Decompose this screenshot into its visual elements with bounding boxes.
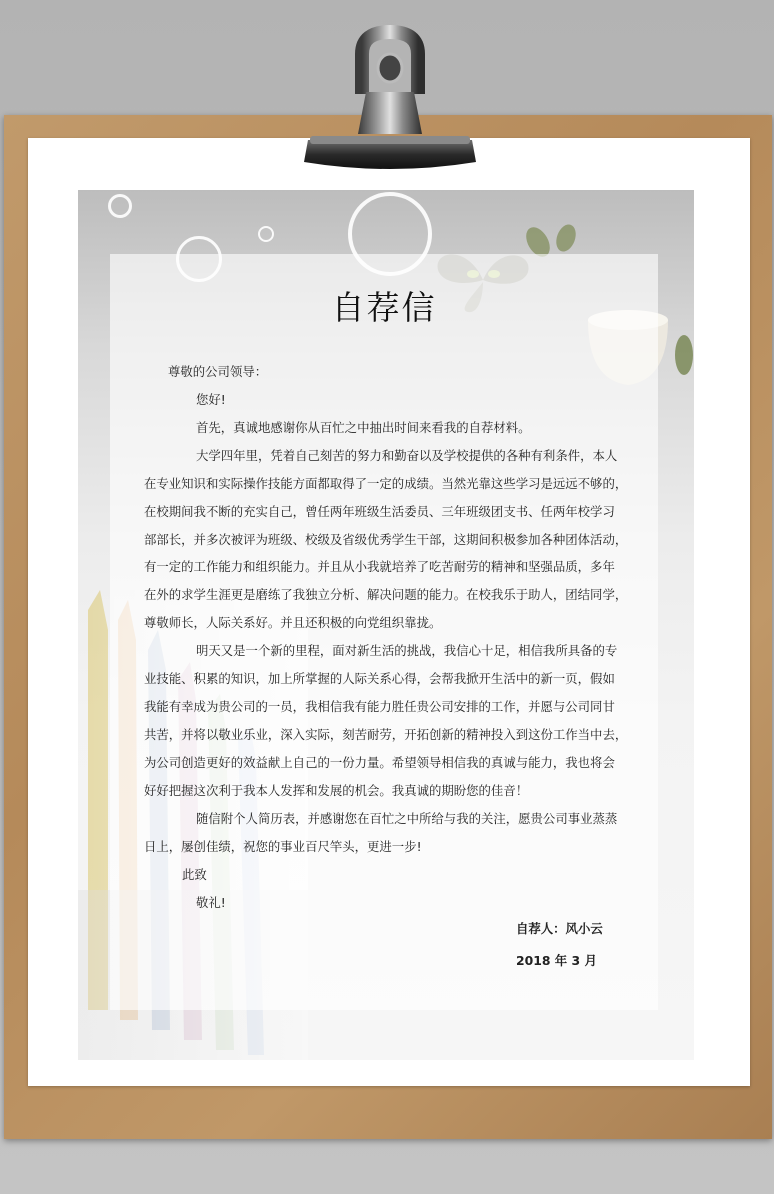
paragraph-2-line: 在校期间我不断的充实自己，曾任两年班级生活委员、三年班级团支书、任两年校学习: [144, 504, 615, 519]
paragraph-2-line: 在专业知识和实际操作技能方面都取得了一定的成绩。当然光靠这些学习是远远不够的，: [144, 476, 628, 491]
paragraph-3-line: 明天又是一个新的里程，面对新生活的挑战，我信心十足，相信我所具备的专: [196, 643, 618, 658]
paragraph-3-line: 好好把握这次利于我本人发挥和发展的机会。我真诚的期盼您的佳音！: [144, 783, 529, 798]
closing-jing-li: 敬礼!: [196, 895, 226, 910]
paragraph-4-line: 日上，屡创佳绩，祝您的事业百尺竿头，更进一步!: [144, 839, 422, 854]
letter-panel: [110, 254, 658, 1010]
signature: 自荐人：风小云: [516, 921, 603, 936]
bubble-icon: [108, 194, 132, 218]
greeting: 您好!: [196, 392, 226, 407]
paragraph-3-line: 为公司创造更好的效益献上自己的一份力量。希望领导相信我的真诚与能力，我也将会: [144, 755, 615, 770]
paragraph-2-line: 在外的求学生涯更是磨练了我独立分析、解决问题的能力。在校我乐于助人，团结同学，: [144, 587, 628, 602]
paragraph-3-line: 业技能、积累的知识，加上所掌握的人际关系心得，会帮我掀开生活中的新一页，假如: [144, 671, 615, 686]
letter-date: 2018 年 3 月: [516, 953, 597, 968]
binder-clip-icon: [300, 24, 480, 184]
bubble-icon: [258, 226, 274, 242]
closing-ci-zhi: 此致: [182, 867, 207, 882]
paragraph-2-line: 大学四年里，凭着自己刻苦的努力和勤奋以及学校提供的各种有利条件，本人: [196, 448, 618, 463]
salutation: 尊敬的公司领导：: [168, 364, 268, 379]
paragraph-4-line: 随信附个人简历表，并感谢您在百忙之中所给与我的关注，愿贵公司事业蒸蒸: [196, 811, 618, 826]
page-title: 自荐信: [331, 288, 437, 327]
paragraph-2-line: 尊敬师长，人际关系好。并且还积极的向党组织靠拢。: [144, 615, 442, 630]
paragraph-1: 首先，真诚地感谢你从百忙之中抽出时间来看我的自荐材料。: [196, 420, 531, 435]
paragraph-3-line: 共苦，并将以敬业乐业，深入实际，刻苦耐劳，开拓创新的精神投入到这份工作当中去，: [144, 727, 628, 742]
paragraph-2-line: 部部长，并多次被评为班级、校级及省级优秀学生干部，这期间积极参加各种团体活动，: [144, 532, 628, 547]
paragraph-2-line: 有一定的工作能力和组织能力。并且从小我就培养了吃苦耐劳的精神和坚强品质，多年: [144, 559, 615, 574]
paragraph-3-line: 我能有幸成为贵公司的一员，我相信我有能力胜任贵公司安排的工作，并愿与公司同甘: [144, 699, 615, 714]
